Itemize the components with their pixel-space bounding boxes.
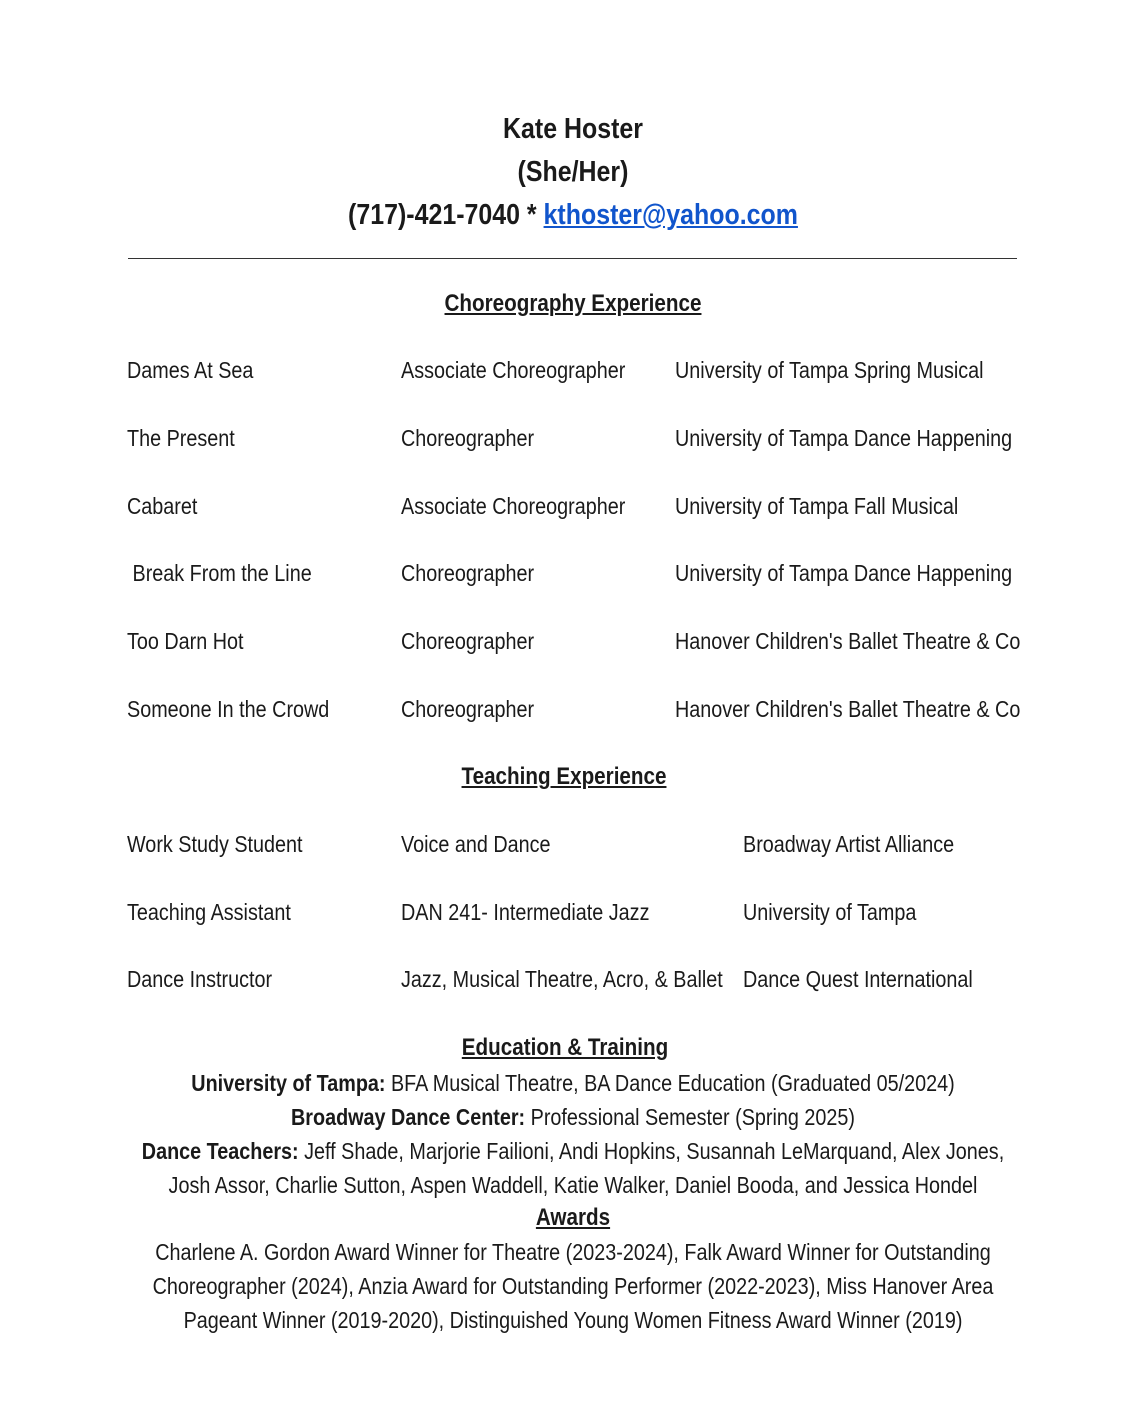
table-row [0, 425, 1146, 455]
name-heading: Kate Hoster [503, 113, 643, 145]
table-row [0, 493, 1146, 523]
table-row [0, 966, 1146, 996]
role: Choreographer [401, 696, 535, 722]
resume-header [0, 108, 1146, 237]
education-list [60, 1066, 1086, 1202]
choreography-section-title: Choreography Experience [444, 290, 702, 317]
education-label: University of Tampa: [191, 1070, 386, 1096]
table-row [0, 628, 1146, 658]
email-link[interactable]: kthoster@yahoo.com [543, 199, 798, 231]
organization: University of Tampa [743, 899, 917, 925]
education-entry [132, 1134, 1014, 1202]
show-name: The Present [127, 425, 235, 451]
venue: University of Tampa Dance Happening [675, 560, 1013, 586]
education-text: Jeff Shade, Marjorie Failioni, Andi Hopkins, Susannah LeMarquand, Alex Jones, Josh Assor, Charlie Sutton, Aspen Waddell, Katie Walker, Daniel Booda, and Jessica Hondel [168, 1138, 1005, 1198]
table-row [0, 560, 1146, 590]
education-section-title: Education & Training [461, 1034, 669, 1061]
position: Work Study Student [127, 831, 303, 857]
education-entry [132, 1100, 1014, 1134]
header-divider [128, 258, 1017, 259]
table-row [0, 831, 1146, 861]
organization: Broadway Artist Alliance [743, 831, 955, 857]
pronouns: (She/Her) [517, 156, 629, 188]
venue: Hanover Children's Ballet Theatre & Co [675, 628, 1021, 654]
show-name: Break From the Line [127, 560, 312, 586]
table-row [0, 696, 1146, 726]
awards-list [60, 1235, 1086, 1337]
show-name: Cabaret [127, 493, 198, 519]
education-label: Broadway Dance Center: [291, 1104, 526, 1130]
table-row [0, 357, 1146, 387]
teaching-section-title: Teaching Experience [461, 763, 667, 790]
organization: Dance Quest International [743, 966, 973, 992]
subject: DAN 241- Intermediate Jazz [401, 899, 650, 925]
education-entry [132, 1066, 1014, 1100]
phone-number: (717)-421-7040 [348, 199, 520, 231]
role: Choreographer [401, 425, 535, 451]
awards-text: Charlene A. Gordon Award Winner for Theatre (2023-2024), Falk Award Winner for Outstanding Choreographer (2024), Anzia Award for Outstanding Performer (2022-2023), Miss Hanover Area Pageant Winner (2019-2020), Distinguished Young Women Fitness Award Winner (2019) [152, 1239, 994, 1333]
subject: Voice and Dance [401, 831, 551, 857]
awards-section-title: Awards [535, 1204, 611, 1231]
role: Associate Choreographer [401, 357, 626, 383]
venue: University of Tampa Fall Musical [675, 493, 959, 519]
show-name: Someone In the Crowd [127, 696, 330, 722]
role: Choreographer [401, 560, 535, 586]
education-text: Professional Semester (Spring 2025) [525, 1104, 855, 1130]
show-name: Too Darn Hot [127, 628, 244, 654]
role: Associate Choreographer [401, 493, 626, 519]
contact-separator: * [519, 199, 544, 231]
venue: University of Tampa Spring Musical [675, 357, 984, 383]
show-name: Dames At Sea [127, 357, 254, 383]
table-row [0, 899, 1146, 929]
position: Dance Instructor [127, 966, 273, 992]
education-label: Dance Teachers: [141, 1138, 299, 1164]
role: Choreographer [401, 628, 535, 654]
venue: Hanover Children's Ballet Theatre & Co [675, 696, 1021, 722]
position: Teaching Assistant [127, 899, 291, 925]
subject: Jazz, Musical Theatre, Acro, & Ballet [401, 966, 723, 992]
education-text: BFA Musical Theatre, BA Dance Education (Graduated 05/2024) [385, 1070, 955, 1096]
venue: University of Tampa Dance Happening [675, 425, 1013, 451]
contact-line [80, 194, 1066, 237]
